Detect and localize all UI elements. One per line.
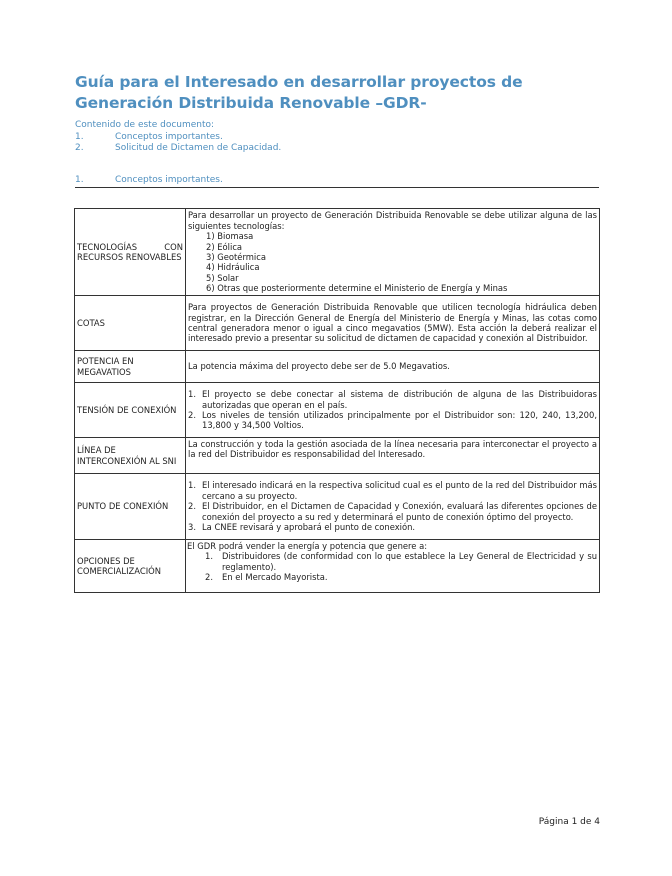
list-item: 2) Eólica: [206, 241, 243, 252]
row-content: Para proyectos de Generación Distribuida Renovable que utilicen tecnología hidráulica deben registrar, en la Dirección General de Energía del Ministerio de Energía y Minas, las cotas como central generadora menor o igual a cinco megavatios (5MW). Esta acción la deberá realizar el interesado previo a presentar su solicitud de dictamen de capacidad y conexión al Distribuidor.: [186, 296, 600, 351]
list-item-text: El Distribuidor, en el Dictamen de Capacidad y Conexión, evaluará las diferentes opciones de conexión del proyecto a su red y determinará el punto de conexión óptimo del proyecto.: [202, 501, 597, 522]
list-item: 5) Solar: [206, 272, 239, 283]
list-item: [205, 551, 597, 572]
list-item-text: El proyecto se debe conectar al sistema de distribución de alguna de las Distribuidoras autorizadas que operan en el país.: [202, 389, 597, 410]
table-row: [75, 351, 600, 383]
list-item-number: 2.: [188, 501, 196, 512]
row-label: TENSIÓN DE CONEXIÓN: [75, 383, 186, 438]
row-label: POTENCIA EN MEGAVATIOS: [75, 351, 186, 383]
list-item: 3) Geotérmica: [206, 252, 266, 262]
list-item-number: 1.: [205, 551, 213, 562]
table-of-contents: [75, 120, 595, 155]
numbered-list: [187, 551, 597, 582]
list-item: [188, 480, 597, 501]
list-item-text: En el Mercado Mayorista.: [222, 572, 328, 583]
technology-list: [188, 231, 597, 293]
row-intro: El GDR podrá vender la energía y potencia que genere a:: [187, 541, 428, 551]
section-number: 1.: [75, 175, 84, 185]
table-row: [75, 296, 600, 351]
row-label: COTAS: [75, 296, 186, 351]
table-row: [75, 474, 600, 540]
list-item: [188, 522, 597, 532]
row-label: LÍNEA DE INTERCONEXIÓN AL SNI: [75, 438, 186, 474]
toc-item: [75, 143, 595, 155]
list-item-text: Distribuidores (de conformidad con lo que establece la Ley General de Electricidad y su reglamento).: [222, 551, 597, 572]
toc-item-number: 2.: [75, 143, 84, 153]
toc-heading: Contenido de este documento:: [75, 120, 215, 130]
numbered-list: [188, 480, 597, 532]
list-item-number: 1.: [188, 480, 196, 491]
list-item: 4) Hidráulica: [206, 262, 260, 273]
table-row: [75, 209, 600, 296]
list-item: [205, 572, 597, 582]
toc-item-text: Conceptos importantes.: [115, 131, 223, 142]
list-item: 1) Biomasa: [206, 231, 254, 242]
list-item-number: 2.: [188, 410, 196, 420]
row-content: [186, 540, 600, 593]
toc-item-number: 1.: [75, 131, 84, 142]
list-item: [188, 501, 597, 522]
section-heading: [75, 175, 599, 188]
row-label: OPCIONES DE COMERCIALIZACIÓN: [75, 540, 186, 593]
row-intro: Para desarrollar un proyecto de Generación Distribuida Renovable se debe utilizar alguna de las siguientes tecnologías:: [188, 210, 597, 231]
list-item-text: El interesado indicará en la respectiva solicitud cual es el punto de la red del Distribuidor más cercano a su proyecto.: [202, 480, 597, 501]
concepts-table: [74, 208, 600, 593]
document-title: Guía para el Interesado en desarrollar proyectos de Generación Distribuida Renovable –GDR-: [75, 73, 523, 112]
row-label: TECNOLOGÍAS CON RECURSOS RENOVABLES: [75, 209, 186, 296]
list-item: [188, 389, 597, 410]
table-row: [75, 540, 600, 593]
list-item: 6) Otras que posteriormente determine el Ministerio de Energía y Minas: [206, 283, 508, 294]
row-content: La potencia máxima del proyecto debe ser de 5.0 Megavatios.: [186, 351, 600, 383]
row-content: [186, 474, 600, 540]
list-item-number: 3.: [188, 522, 196, 533]
list-item-text: La CNEE revisará y aprobará el punto de conexión.: [202, 522, 416, 533]
list-item-text: Los niveles de tensión utilizados principalmente por el Distribuidor son: 120, 240, 13,200, 13,800 y 34,500 Voltios.: [202, 410, 597, 431]
table-row: [75, 438, 600, 474]
row-label: PUNTO DE CONEXIÓN: [75, 474, 186, 540]
page-number: Página 1 de 4: [538, 817, 600, 827]
table-row: [75, 383, 600, 438]
section-title: Conceptos importantes.: [115, 175, 223, 185]
row-content: [186, 209, 600, 296]
row-content: La construcción y toda la gestión asociada de la línea necesaria para interconectar el proyecto a la red del Distribuidor es responsabilidad del Interesado.: [186, 438, 600, 474]
toc-item-text: Solicitud de Dictamen de Capacidad.: [115, 143, 282, 153]
list-item-number: 1.: [188, 389, 196, 400]
list-item-number: 2.: [205, 572, 213, 583]
toc-item: [75, 132, 595, 144]
row-content: [186, 383, 600, 438]
list-item: [188, 410, 597, 431]
numbered-list: [188, 389, 597, 431]
